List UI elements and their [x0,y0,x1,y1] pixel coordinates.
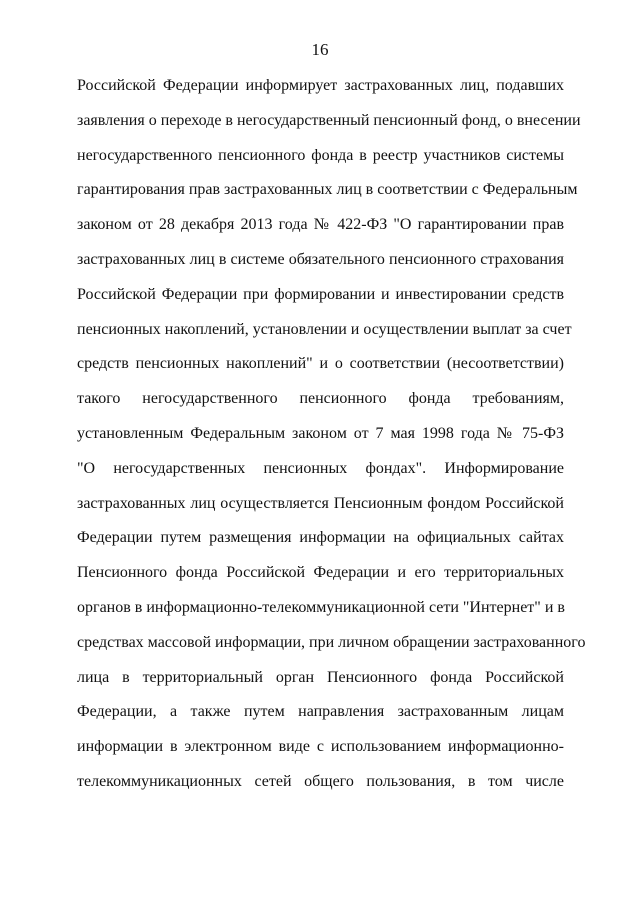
body-text [77,76,586,807]
text-line: "О негосударственных пенсионных фондах". Информирование [77,459,564,477]
text-line: Пенсионного фонда Российской Федерации и его территориальных [77,564,564,582]
text-line: установленным Федеральным законом от 7 мая 1998 года № 75-ФЗ [77,424,564,442]
text-line: Российской Федерации информирует застрахованных лиц, подавших [77,77,564,94]
text-line: такого негосударственного пенсионного фонда требованиям, [77,390,564,408]
text-line: органов в информационно-телекоммуникационной сети "Интернет" и в [77,598,565,616]
text-line: застрахованных лиц осуществляется Пенсионным фондом Российской [77,494,564,512]
text-line: средств пенсионных накоплений" и о соответствии (несоответствии) [77,355,564,373]
text-line: негосударственного пенсионного фонда в реестр участников системы [77,146,564,164]
text-line: Российской Федерации при формировании и инвестировании средств [77,285,564,303]
page-number: 16 [311,40,329,59]
text-line: законом от 28 декабря 2013 года № 422-ФЗ "О гарантировании прав [77,216,564,234]
text-line: гарантирования прав застрахованных лиц в соответствии с Федеральным [77,181,578,199]
text-line: телекоммуникационных сетей общего пользования, в том числе [77,772,564,790]
text-line: Федерации путем размещения информации на официальных сайтах [77,529,564,547]
text-line: пенсионных накоплений, установлении и осуществлении выплат за счет [77,320,572,338]
text-line: информации в электронном виде с использованием информационно- [77,738,564,756]
text-line: средствах массовой информации, при личном обращении застрахованного [77,633,586,651]
text-line: лица в территориальный орган Пенсионного фонда Российской [77,668,564,686]
text-line: заявления о переходе в негосударственный пенсионный фонд, о внесении [77,111,581,129]
text-line: Федерации, а также путем направления застрахованным лицам [77,703,564,721]
text-line: застрахованных лиц в системе обязательного пенсионного страхования [77,250,564,268]
